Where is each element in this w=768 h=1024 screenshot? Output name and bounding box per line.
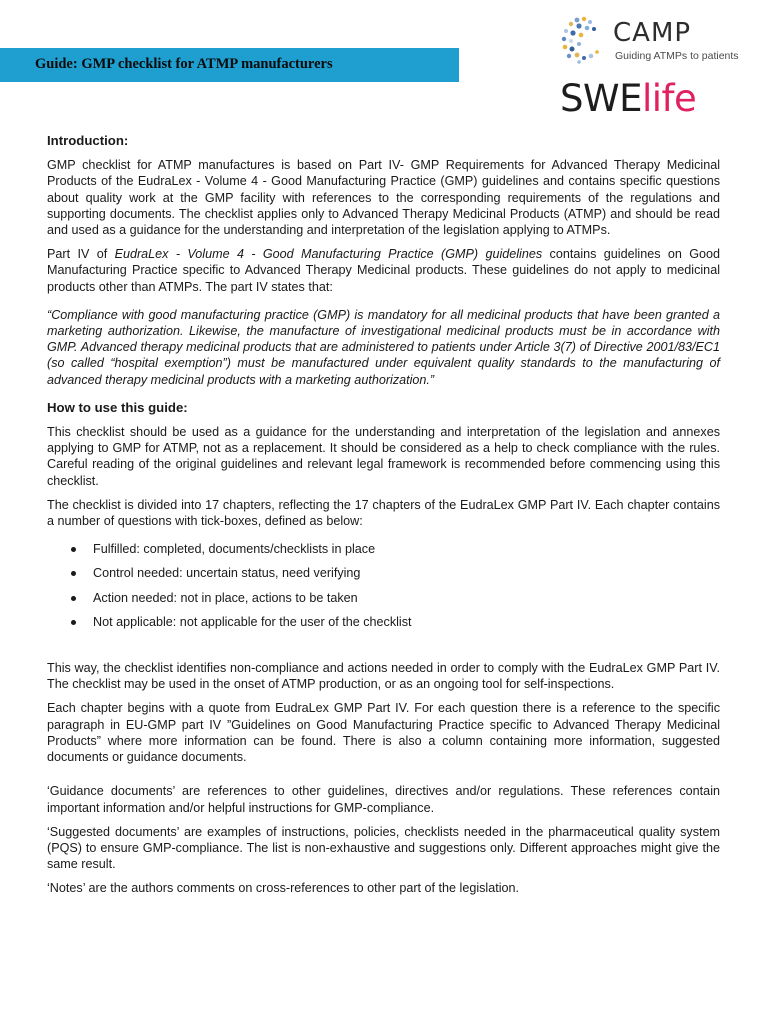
how-to-paragraph-3: This way, the checklist identifies non-compliance and actions needed in order to comply with the EudraLex GMP Part IV. The checklist may be used in the onset of ATMP production, or as an ongoing tool for self-inspections. xyxy=(47,661,720,692)
bullet-text: Not applicable: not applicable for the user of the checklist xyxy=(93,614,412,629)
swelife-logo-swe: SWE xyxy=(560,77,642,120)
how-to-paragraph-4: Each chapter begins with a quote from EudraLex GMP Part IV. For each question there is a reference to the specific paragraph in EU-GMP part IV ”Guidelines on Good Manufacturing Practice specific to Advanced Therapy Medicinal Products” where more information can be found. There is also a column containing more information, suggested documents or guidance documents. xyxy=(47,701,720,765)
document-title: Guide: GMP checklist for ATMP manufacturers xyxy=(35,56,333,72)
intro-paragraph-2 xyxy=(47,246,720,295)
bullet-icon xyxy=(71,547,76,552)
how-to-heading: How to use this guide: xyxy=(47,399,188,415)
suggested-documents-paragraph: ‘Suggested documents’ are examples of instructions, policies, checklists needed in the pharmaceutical quality system (PQS) to ensure GMP-compliance. The list is non-exhaustive and suggestions only. Different approaches might give the same result. xyxy=(47,824,720,872)
list-item xyxy=(47,565,720,581)
guidance-documents-paragraph: ‘Guidance documents’ are references to other guidelines, directives and/or regulations. These references contain important information and/or helpful instructions for GMP-compliance. xyxy=(47,784,720,815)
camp-logo xyxy=(557,14,739,66)
intro-p2-start: Part IV of xyxy=(47,247,115,262)
how-to-paragraph-2: The checklist is divided into 17 chapters, reflecting the 17 chapters of the EudraLex GMP Part IV. Each chapter contains a number of questions with tick-boxes, defined as below: xyxy=(47,497,720,529)
camp-dots-icon xyxy=(557,14,609,66)
camp-logo-tagline: Guiding ATMPs to patients xyxy=(615,50,739,62)
bullet-text: Action needed: not in place, actions to be taken xyxy=(93,590,358,605)
introduction-heading: Introduction: xyxy=(47,133,129,148)
bullet-icon xyxy=(71,571,76,576)
intro-paragraph-1: GMP checklist for ATMP manufactures is based on Part IV- GMP Requirements for Advanced Therapy Medicinal Products of the EudraLex - Volume 4 - Good Manufacturing Practice (GMP) guidelines and contains specific questions about quality work at the GMP facility with references to the corresponding requirements of the regulations and supporting documents. The checklist applies only to Advanced Therapy Medicinal Products (ATMP) and should be read and used as a guidance for the understanding and interpretation of the legislation applying to ATMPs. xyxy=(47,158,720,238)
bullet-text: Control needed: uncertain status, need verifying xyxy=(93,566,361,581)
swelife-logo-life: life xyxy=(641,77,697,120)
document-body xyxy=(47,133,720,905)
list-item xyxy=(47,614,720,630)
bullet-icon xyxy=(71,596,76,601)
title-banner xyxy=(0,48,459,82)
bullet-text: Fulfilled: completed, documents/checklists in place xyxy=(93,542,376,557)
intro-p2-end: contains guidelines on Good Manufacturing Practice specific to Advanced Therapy Medicinal products. These guidelines do not apply to medicinal products other than ATMPs. The part IV states that: xyxy=(47,247,721,294)
list-item xyxy=(47,590,720,606)
tick-box-definitions xyxy=(47,541,720,630)
intro-p2-italic: EudraLex - Volume 4 - Good Manufacturing Practice (GMP) guidelines xyxy=(114,247,543,262)
list-item xyxy=(47,541,720,557)
how-to-paragraph-1: This checklist should be used as a guidance for the understanding and interpretation of the legislation and annexes applying to GMP for ATMP, not as a replacement. It should be considered as a help to check compliance with the rules. Careful reading of the original guidelines and relevant legal framework is recommended before commencing using this checklist. xyxy=(47,425,720,488)
camp-logo-name: CAMP xyxy=(613,18,692,48)
swelife-logo xyxy=(560,77,696,120)
gmp-quote: “Compliance with good manufacturing practice (GMP) is mandatory for all medicinal products that have been granted a marketing authorization. Likewise, the manufacture of investigational medicinal products must be in accordance with GMP. Advanced therapy medicinal products that are administered to patients under Article 3(7) of Directive 2001/83/EC1 (so called “hospital exemption”) must be manufactured under equivalent quality standards to the manufacturing of advanced therapy medicinal products with a marketing authorization.” xyxy=(47,307,720,387)
bullet-icon xyxy=(71,620,76,625)
notes-paragraph: ‘Notes’ are the authors comments on cross-references to other part of the legislation. xyxy=(47,881,520,896)
